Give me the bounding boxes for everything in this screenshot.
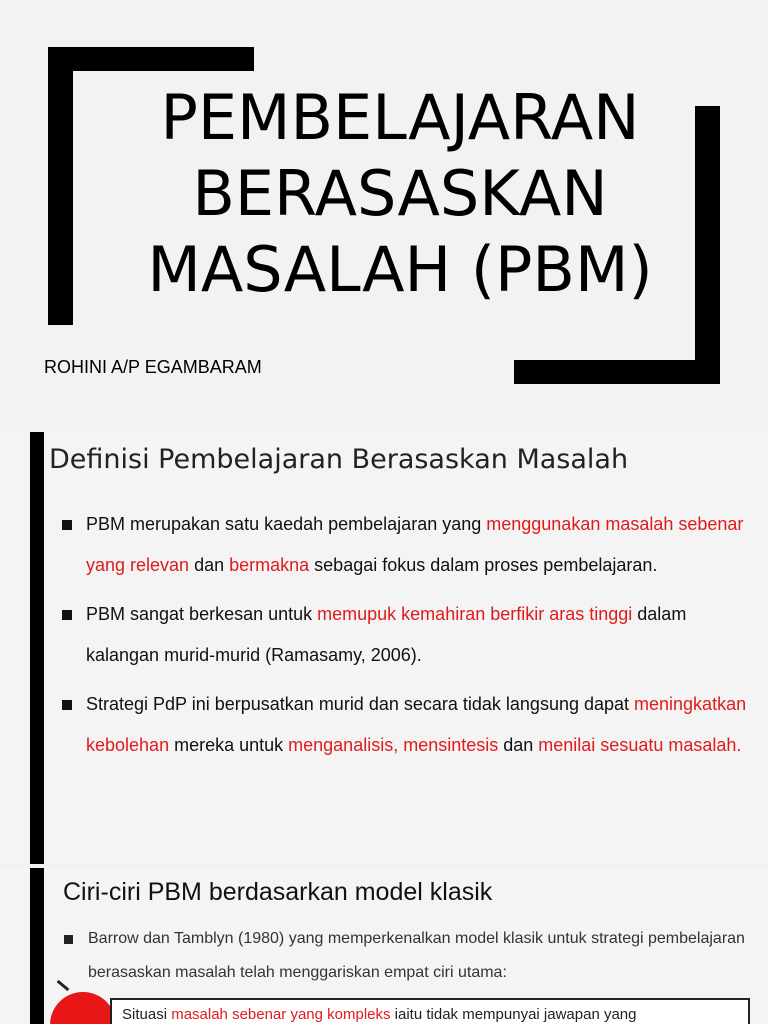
square-bullet-icon — [64, 935, 73, 944]
body-text: iaitu tidak mempunyai jawapan yang — [390, 1006, 637, 1023]
square-bullet-icon — [62, 700, 72, 710]
body-text: sebagai fokus dalam proses pembelajaran. — [309, 555, 658, 575]
characteristics-title: Ciri-ciri PBM berdasarkan model klasik — [63, 878, 493, 906]
title-line-1: PEMBELAJARAN — [160, 81, 640, 154]
definition-bullet — [62, 504, 762, 586]
square-bullet-icon — [62, 520, 72, 530]
title-line-3: MASALAH (PBM) — [147, 233, 653, 306]
body-text: Strategi PdP ini berpusatkan murid dan secara tidak langsung dapat — [86, 694, 635, 714]
highlight-text: menggunakan masalah sebenar yang relevan — [86, 514, 744, 575]
body-text: PBM merupakan satu kaedah pembelajaran yang — [86, 514, 487, 534]
body-text: dan — [189, 555, 230, 575]
characteristics-bullet — [62, 922, 752, 990]
title-line-2: BERASASKAN — [192, 157, 608, 230]
definition-slide — [0, 432, 768, 864]
highlight-text: menilai sesuatu masalah. — [538, 735, 742, 755]
author-name: ROHINI A/P EGAMBARAM — [44, 357, 262, 377]
title-slide — [0, 0, 768, 420]
highlight-text: menganalisis, mensintesis — [288, 735, 499, 755]
definition-title: Definisi Pembelajaran Berasaskan Masalah — [49, 444, 629, 475]
characteristics-slide — [0, 868, 768, 1024]
body-text: dalam kalangan murid-murid (Ramasamy, 2006). — [86, 604, 687, 665]
characteristics-bullet-text: Barrow dan Tamblyn (1980) yang memperkenalkan model klasik untuk strategi pembelajaran berasaskan masalah telah menggariskan empat ciri utama: — [88, 930, 745, 981]
slide-accent-bar — [30, 868, 44, 1024]
frame-bracket-right-horizontal — [514, 360, 720, 384]
red-circle-icon — [50, 992, 116, 1024]
highlight-text: memupuk kemahiran berfikir aras tinggi — [317, 604, 633, 624]
slide-accent-bar — [30, 432, 44, 864]
body-text: dan — [498, 735, 539, 755]
square-bullet-icon — [62, 610, 72, 620]
highlight-text: masalah sebenar yang kompleks — [171, 1006, 391, 1023]
body-text: PBM sangat berkesan untuk — [86, 604, 318, 624]
frame-bracket-left-horizontal — [48, 47, 254, 71]
body-text: Situasi — [122, 1006, 172, 1023]
definition-bullet-list — [62, 504, 762, 774]
characteristic-box — [110, 998, 750, 1024]
body-text: mereka untuk — [169, 735, 289, 755]
highlight-text: bermakna — [229, 555, 310, 575]
definition-bullet — [62, 594, 762, 676]
slide-title — [70, 80, 730, 308]
definition-bullet — [62, 684, 762, 766]
highlight-text: meningkatkan kebolehan — [86, 694, 747, 755]
